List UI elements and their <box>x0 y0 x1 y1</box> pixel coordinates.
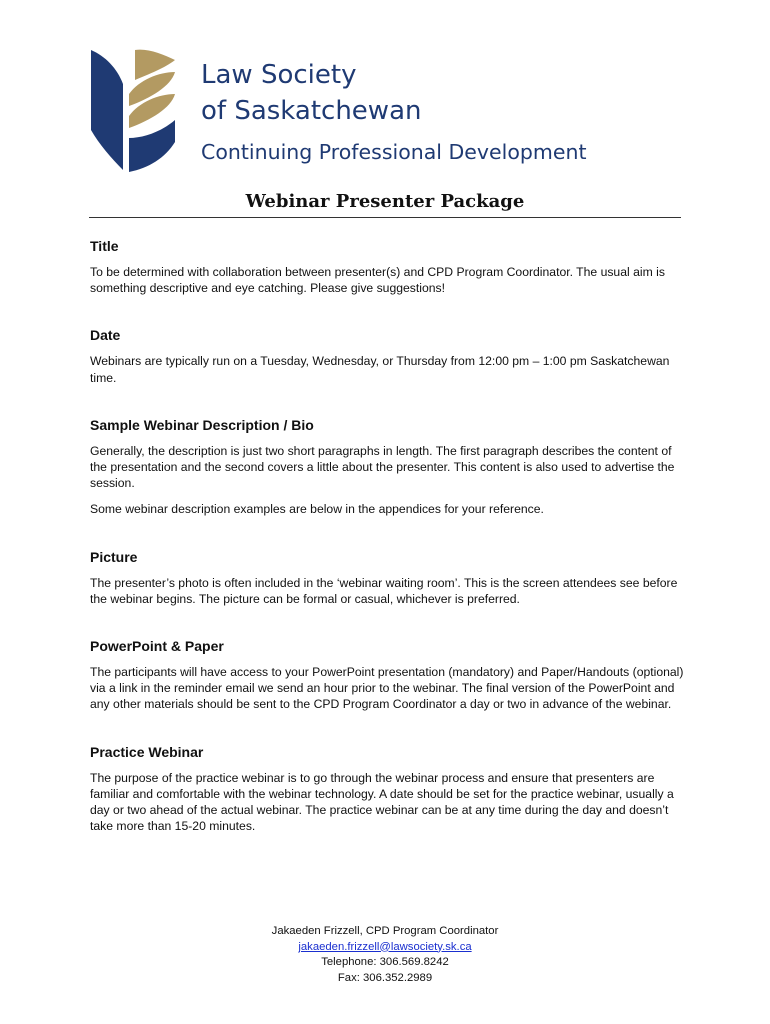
section-paragraph: Some webinar description examples are below in the appendices for your reference. <box>90 502 544 517</box>
document-title: Webinar Presenter Package <box>245 191 525 212</box>
org-subtitle: Continuing Professional Development <box>201 140 587 164</box>
law-society-wheat-logo-icon <box>89 46 189 174</box>
section-heading: PowerPoint & Paper <box>90 638 224 655</box>
section-paragraph: To be determined with collaboration between presenter(s) and CPD Program Coordinator. The usual aim is something descriptive and eye catching. Please give suggestions! <box>90 265 665 296</box>
section-heading: Title <box>90 238 119 254</box>
section-powerpoint-paper <box>90 638 684 713</box>
section-paragraph: The presenter’s photo is often included in the ‘webinar waiting room’. This is the screen attendees see before the webinar begins. The picture can be formal or casual, whichever is preferred. <box>90 575 678 606</box>
contact-fax: Fax: 306.352.2989 <box>337 971 433 984</box>
contact-email-link[interactable]: jakaeden.frizzell@lawsociety.sk.ca <box>298 940 472 953</box>
section-date <box>90 327 684 385</box>
section-heading: Practice Webinar <box>90 743 204 760</box>
contact-telephone: Telephone: 306.569.8242 <box>321 956 449 968</box>
section-heading: Picture <box>90 548 138 565</box>
contact-name: Jakaeden Frizzell, CPD Program Coordinator <box>271 925 499 937</box>
org-name-line1: Law Society <box>201 60 357 90</box>
document-body <box>90 238 684 865</box>
contact-footer <box>0 924 770 986</box>
section-paragraph: The participants will have access to your PowerPoint presentation (mandatory) and Paper/Handouts (optional) via a link in the reminder email we send an hour prior to the webinar. The final version of the PowerPoint and any other materials should be sent to the CPD Program Coordinator a day or two in advance of the webinar. <box>90 665 684 712</box>
section-heading: Date <box>90 327 121 344</box>
section-heading: Sample Webinar Description / Bio <box>90 416 314 433</box>
title-divider <box>89 217 681 218</box>
section-paragraph: Webinars are typically run on a Tuesday, Wednesday, or Thursday from 12:00 pm – 1:00 pm Saskatchewan time. <box>90 354 670 385</box>
organization-logo <box>89 46 629 176</box>
section-description-bio <box>90 417 684 518</box>
section-paragraph: The purpose of the practice webinar is to go through the webinar process and ensure that presenters are familiar and comfortable with the webinar technology. A date should be set for the practice webinar, usually a day or two ahead of the actual webinar. The practice webinar can be at any time during the day and doesn’t take more than 15-20 minutes. <box>90 770 674 834</box>
section-paragraph: Generally, the description is just two short paragraphs in length. The first paragraph describes the content of the presentation and the second covers a little about the presenter. This content is also used to advertise the session. <box>90 443 675 491</box>
section-picture <box>90 549 684 607</box>
section-title <box>90 238 684 296</box>
org-name-line2: of Saskatchewan <box>201 96 422 126</box>
section-practice-webinar <box>90 744 684 835</box>
